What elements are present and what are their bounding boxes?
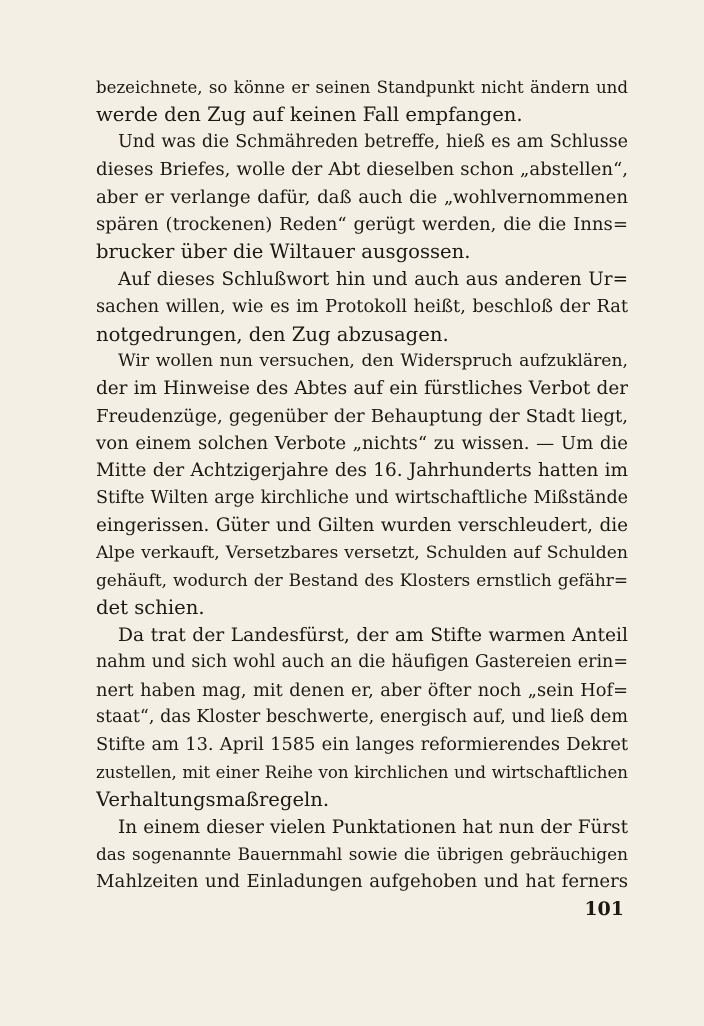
text-line: In einem dieser vielen Punktationen hat nun der Fürst: [118, 816, 628, 838]
text-line: det schien.: [96, 596, 205, 620]
text-line: Auf dieses Schlußwort hin und auch aus anderen Ur=: [118, 268, 628, 290]
text-line: bezeichnete, so könne er seinen Standpunkt nicht ändern und: [96, 78, 628, 97]
text-line: Stifte Wilten arge kirchliche und wirtschaftliche Mißstände: [96, 487, 628, 508]
text-line: Mitte der Achtzigerjahre des 16. Jahrhunderts hatten im: [96, 460, 628, 482]
text-line: von einem solchen Verbote „nichts“ zu wissen. — Um die: [96, 433, 628, 455]
text-line: dieses Briefes, wolle der Abt dieselben schon „abstellen“,: [96, 159, 628, 181]
text-line: der im Hinweise des Abtes auf ein fürstliches Verbot der: [96, 378, 628, 400]
text-line: Alpe verkauft, Versetzbares versetzt, Schulden auf Schulden: [96, 542, 628, 563]
text-line: spären (trockenen) Reden“ gerügt werden, die die Inns=: [96, 213, 628, 235]
text-line: gehäuft, wodurch der Bestand des Klosters ernstlich gefähr=: [96, 570, 628, 591]
text-line: staat“, das Kloster beschwerte, energisch auf, und ließ dem: [96, 706, 628, 727]
text-line: Mahlzeiten und Einladungen aufgehoben und hat ferners: [96, 871, 628, 893]
body-text: [96, 74, 628, 896]
text-line: sachen willen, wie es im Protokoll heißt, beschloß der Rat: [96, 296, 628, 318]
text-line: Freudenzüge, gegenüber der Behauptung der Stadt liegt,: [96, 405, 628, 427]
text-line: das sogenannte Bauernmahl sowie die übrigen gebräuchigen: [96, 843, 628, 864]
text-line: nahm und sich wohl auch an die häufigen Gastereien erin=: [96, 652, 628, 673]
text-line: Und was die Schmähreden betreffe, hieß es am Schlusse: [118, 131, 628, 152]
page-number: 101: [584, 898, 624, 920]
text-line: Stifte am 13. April 1585 ein langes reformierendes Dekret: [96, 734, 628, 756]
text-line: zustellen, mit einer Reihe von kirchlichen und wirtschaftlichen: [96, 762, 628, 782]
text-line: brucker über die Wiltauer ausgossen.: [96, 240, 471, 264]
text-line: nert haben mag, mit denen er, aber öfter noch „sein Hof=: [96, 679, 628, 701]
text-line: Da trat der Landesfürst, der am Stifte warmen Anteil: [118, 624, 628, 646]
text-line: notgedrungen, den Zug abzusagen.: [96, 322, 449, 346]
text-line: aber er verlange dafür, daß auch die „wohlvernommenen: [96, 186, 628, 208]
text-line: eingerissen. Güter und Gilten wurden verschleudert, die: [96, 515, 628, 537]
text-line: Verhaltungsmaßregeln.: [96, 788, 330, 812]
text-line: werde den Zug auf keinen Fall empfangen.: [96, 103, 523, 127]
text-line: Wir wollen nun versuchen, den Widerspruch aufzuklären,: [118, 350, 628, 371]
